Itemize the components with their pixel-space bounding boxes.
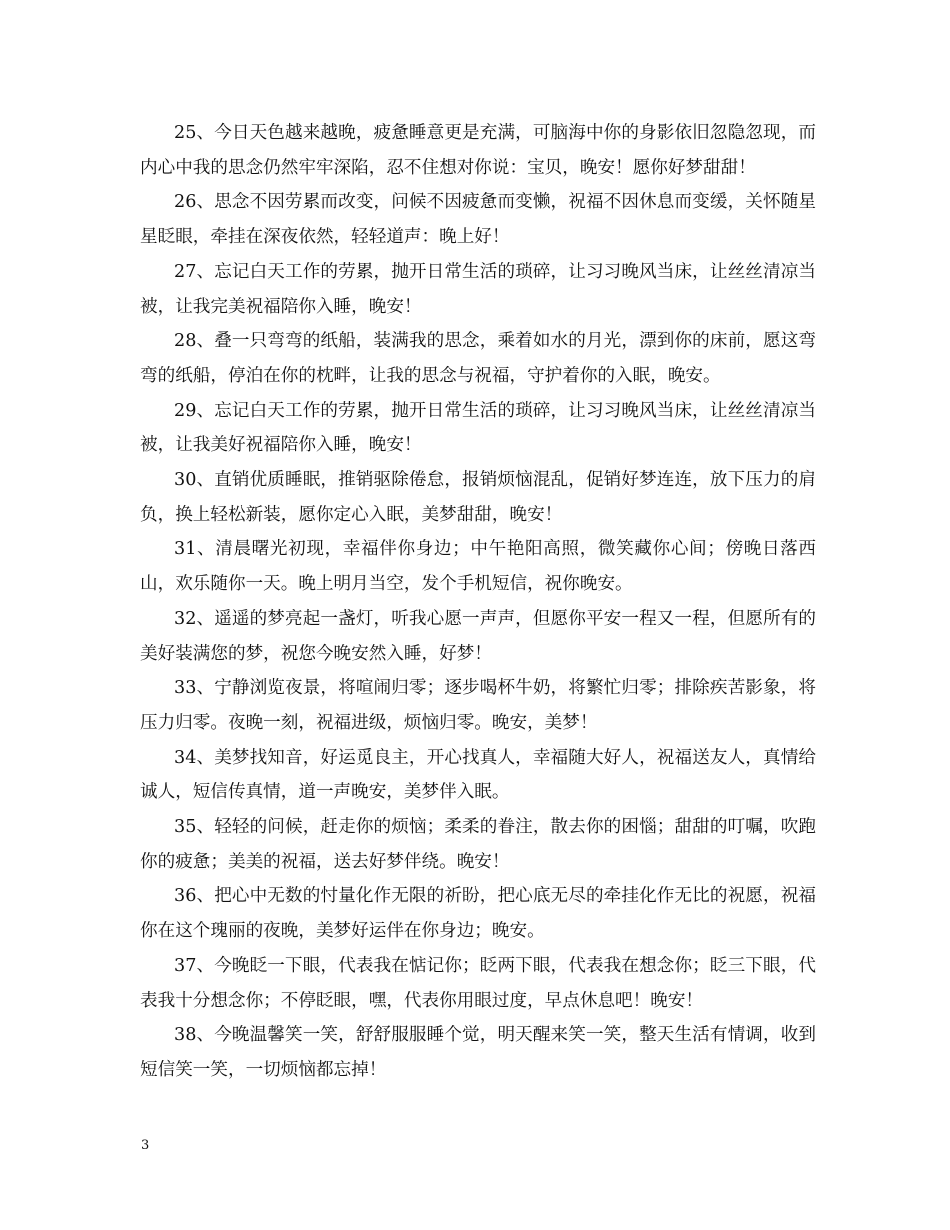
paragraph-34: 34、美梦找知音，好运觅良主，开心找真人，幸福随大好人，祝福送友人，真情给诚人，短信传真情，道一声晚安，美梦伴入眠。 [140, 747, 816, 803]
paragraph-32: 32、遥遥的梦亮起一盏灯，听我心愿一声声，但愿你平安一程又一程，但愿所有的美好装满您的梦，祝您今晚安然入睡，好梦！ [140, 608, 816, 664]
paragraph-31: 31、清晨曙光初现，幸福伴你身边；中午艳阳高照，微笑藏你心间；傍晚日落西山，欢乐随你一天。晚上明月当空，发个手机短信，祝你晚安。 [140, 539, 816, 595]
paragraph-36: 36、把心中无数的忖量化作无限的祈盼，把心底无尽的牵挂化作无比的祝愿，祝福你在这个瑰丽的夜晚，美梦好运伴在你身边；晚安。 [140, 886, 816, 942]
paragraph-28: 28、叠一只弯弯的纸船，装满我的思念，乘着如水的月光，漂到你的床前，愿这弯弯的纸船，停泊在你的枕畔，让我的思念与祝福，守护着你的入眠，晚安。 [140, 331, 816, 386]
paragraph-30: 30、直销优质睡眠，推销驱除倦怠，报销烦恼混乱，促销好梦连连，放下压力的肩负，换上轻松新装，愿你定心入眠，美梦甜甜，晚安！ [140, 470, 816, 525]
paragraph-26: 26、思念不因劳累而改变，问候不因疲惫而变懒，祝福不因休息而变缓，关怀随星星眨眼，牵挂在深夜依然，轻轻道声：晚上好！ [140, 192, 816, 248]
paragraph-27: 27、忘记白天工作的劳累，抛开日常生活的琐碎，让习习晚风当床，让丝丝清凉当被，让我完美祝福陪你入睡，晚安！ [140, 261, 816, 317]
paragraph-33: 33、宁静浏览夜景，将喧闹归零；逐步喝杯牛奶，将繁忙归零；排除疾苦影象，将压力归零。夜晚一刻，祝福进级，烦恼归零。晚安，美梦！ [140, 678, 816, 733]
paragraph-29: 29、忘记白天工作的劳累，抛开日常生活的琐碎，让习习晚风当床，让丝丝清凉当被，让我美好祝福陪你入睡，晚安！ [140, 400, 816, 456]
paragraph-38: 38、今晚温馨笑一笑，舒舒服服睡个觉，明天醒来笑一笑，整天生活有情调，收到短信笑一笑，一切烦恼都忘掉！ [140, 1025, 816, 1080]
paragraph-25: 25、今日天色越来越晚，疲惫睡意更是充满，可脑海中你的身影依旧忽隐忽现，而内心中我的思念仍然牢牢深陷，忍不住想对你说：宝贝，晚安！愿你好梦甜甜！ [140, 123, 816, 178]
page-number: 3 [141, 1138, 150, 1153]
paragraph-35: 35、轻轻的问候，赶走你的烦恼；柔柔的眷注，散去你的困惱；甜甜的叮嘱，吹跑你的疲惫；美美的祝福，送去好梦伴绕。晚安！ [140, 817, 816, 872]
paragraph-37: 37、今晚眨一下眼，代表我在惦记你；眨两下眼，代表我在想念你；眨三下眼，代表我十分想念你；不停眨眼，嘿，代表你用眼过度，早点休息吧！晚安！ [140, 955, 816, 1011]
document-body [140, 116, 816, 1088]
